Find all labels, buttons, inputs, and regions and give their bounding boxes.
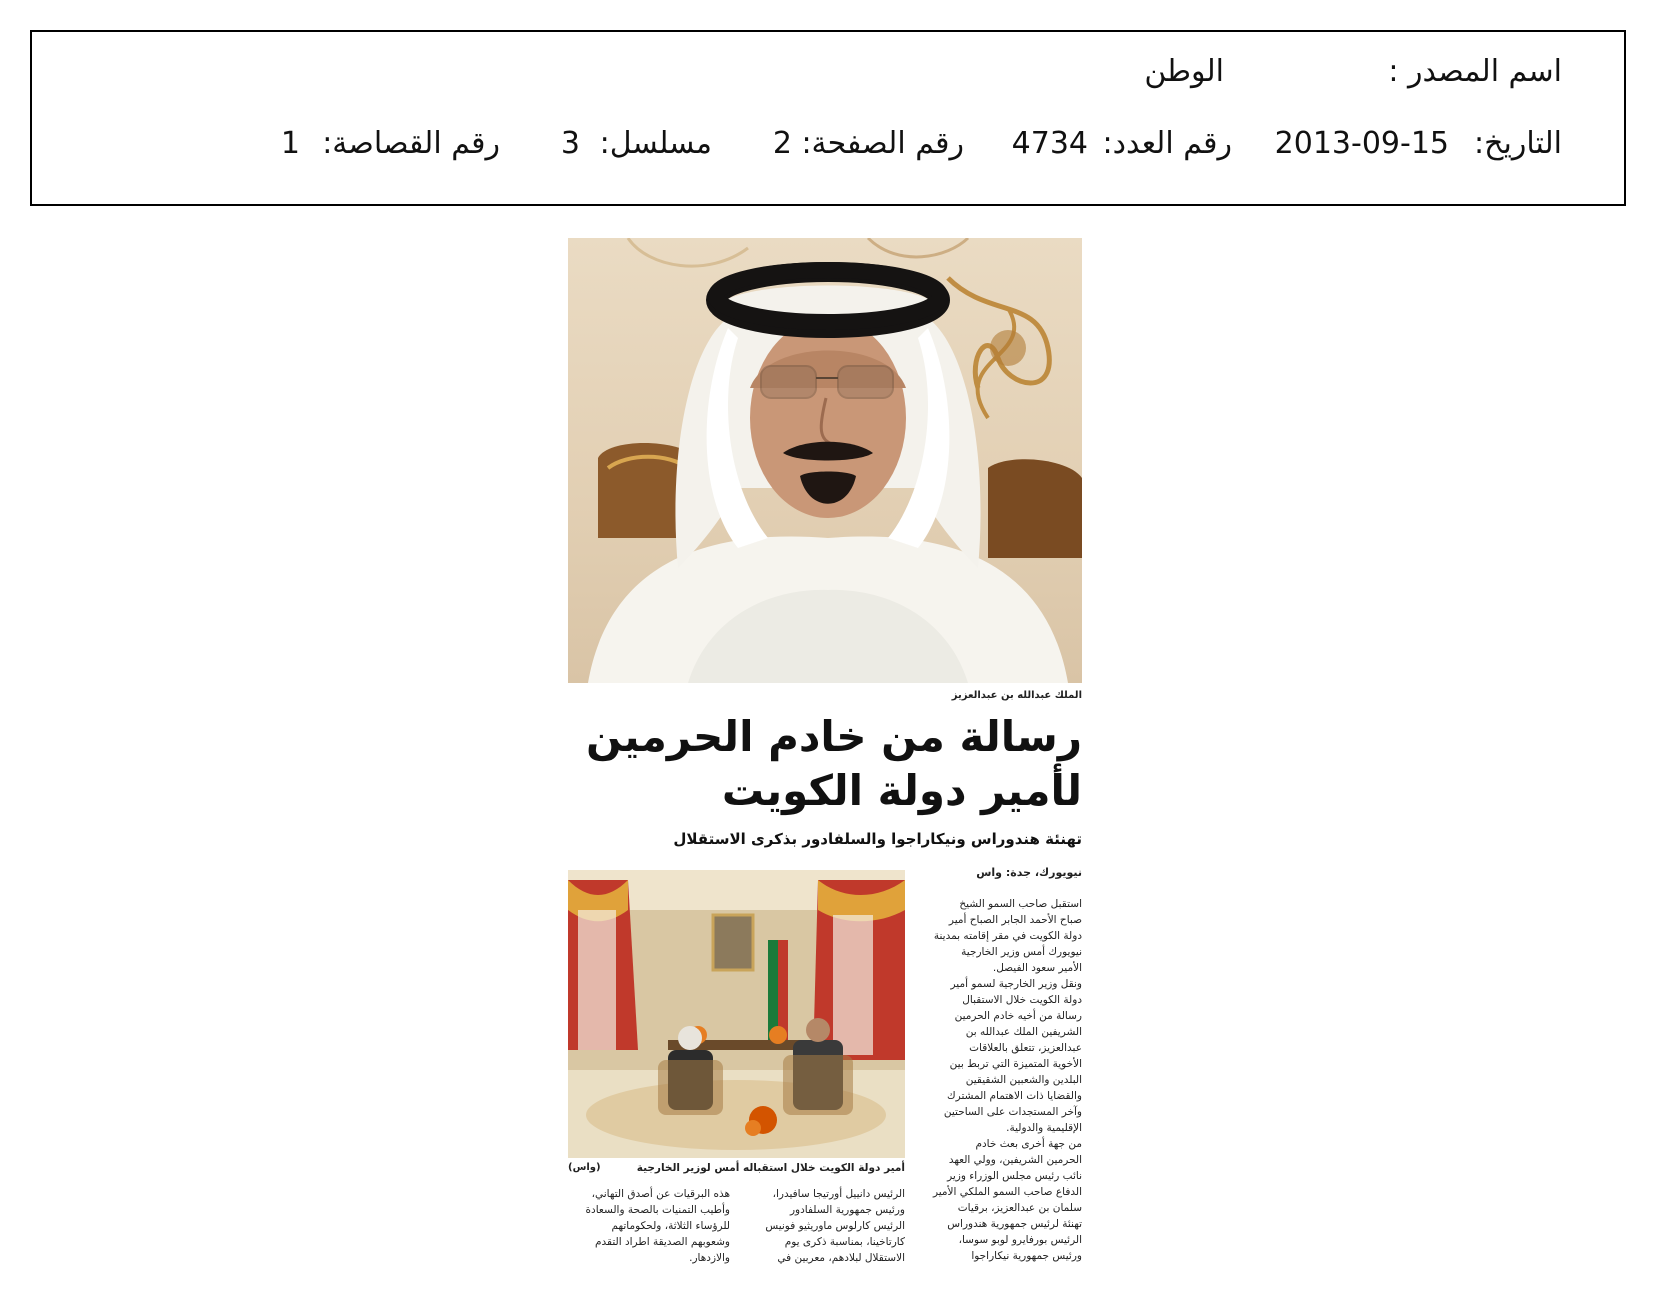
issue-value: 4734 bbox=[1011, 126, 1088, 161]
col1-line: صباح الأحمد الجابر الصباح أمير bbox=[948, 914, 1082, 926]
source-row bbox=[28, 54, 1624, 94]
portrait-illustration bbox=[568, 238, 1082, 683]
dateline: نيويورك، جدة: واس bbox=[976, 866, 1082, 879]
col1-line: وآخر المستجدات على الساحتين bbox=[943, 1106, 1082, 1118]
clip-value: 1 bbox=[280, 126, 300, 161]
meeting-illustration bbox=[568, 870, 905, 1158]
source-label: اسم المصدر : bbox=[1388, 54, 1562, 89]
col1-line: الشريفين الملك عبدالله بن bbox=[965, 1026, 1082, 1038]
source-value: الوطن bbox=[1144, 54, 1224, 89]
photo-credit: (واس) bbox=[568, 1162, 601, 1173]
col1-line: نائب رئيس مجلس الوزراء وزير bbox=[947, 1170, 1082, 1182]
subheadline: تهنئة هندوراس ونيكاراجوا والسلفادور بذكرى الاستقلال bbox=[673, 830, 1082, 848]
serial-label: مسلسل: bbox=[599, 126, 712, 161]
clip-label: رقم القصاصة: bbox=[322, 126, 500, 161]
col3-line: والازدهار. bbox=[689, 1252, 730, 1264]
col1-line: والقضايا ذات الاهتمام المشترك bbox=[947, 1090, 1082, 1102]
serial-value: 3 bbox=[560, 126, 580, 161]
issue-label: رقم العدد: bbox=[1102, 126, 1232, 161]
meeting-room-photo bbox=[568, 870, 905, 1158]
date-value: 2013-09-15 bbox=[1274, 126, 1449, 161]
col1-line: الأمير سعود الفيصل. bbox=[992, 962, 1082, 974]
col1-line: من جهة أخرى بعث خادم bbox=[975, 1138, 1082, 1150]
date-label: التاريخ: bbox=[1474, 126, 1562, 161]
col1-line: الدفاع صاحب السمو الملكي الأمير bbox=[932, 1186, 1082, 1198]
col1-line: نيويورك أمس وزير الخارجية bbox=[961, 946, 1082, 958]
col1-line: رسالة من أخيه خادم الحرمين bbox=[954, 1010, 1082, 1022]
portrait-caption: الملك عبدالله بن عبدالعزيز bbox=[951, 690, 1082, 701]
col3-line: هذه البرقيات عن أصدق التهاني، bbox=[591, 1188, 730, 1200]
col1-line: البلدين والشعبين الشقيقين bbox=[965, 1074, 1082, 1086]
col1-line: الأخوية المتميزة التي تربط بين bbox=[949, 1058, 1082, 1070]
clipping-metadata-box bbox=[30, 30, 1626, 206]
col1-line: سلمان بن عبدالعزيز، برقيات bbox=[957, 1202, 1082, 1214]
col1-line: دولة الكويت خلال الاستقبال bbox=[962, 994, 1082, 1006]
col1-line: الرئيس بورفايرو لوبو سوسا، bbox=[958, 1234, 1082, 1246]
col2-line: الرئيس دانييل أورتيجا سافيدرا، bbox=[772, 1188, 905, 1200]
col1-line: دولة الكويت في مقر إقامته بمدينة bbox=[933, 930, 1082, 942]
article-column-1 bbox=[924, 896, 1082, 1264]
col3-line: وأطيب التمنيات بالصحة والسعادة bbox=[585, 1204, 730, 1216]
col2-line: الاستقلال لبلادهم، معربين في bbox=[777, 1252, 905, 1264]
col2-line: ورئيس جمهورية السلفادور bbox=[789, 1204, 905, 1216]
col2-line: كارتاخينا، بمناسبة ذكرى يوم bbox=[784, 1236, 905, 1248]
meeting-photo-caption: أمير دولة الكويت خلال استقباله أمس لوزير الخارجية bbox=[636, 1162, 905, 1174]
details-row bbox=[28, 126, 1624, 166]
col1-line: ونقل وزير الخارجية لسمو أمير bbox=[950, 978, 1082, 990]
article-column-3 bbox=[568, 1186, 730, 1266]
headline-line-2: لأمير دولة الكويت bbox=[721, 766, 1082, 815]
page-label: رقم الصفحة: bbox=[801, 126, 964, 161]
col1-line: الإقليمية والدولية. bbox=[1006, 1122, 1082, 1134]
col2-line: الرئيس كارلوس ماوريثيو فونيس bbox=[765, 1220, 905, 1232]
col1-line: ورئيس جمهورية نيكاراجوا bbox=[971, 1250, 1082, 1262]
king-portrait-photo bbox=[568, 238, 1082, 683]
col1-line: استقبل صاحب السمو الشيخ bbox=[959, 898, 1082, 910]
headline-line-1: رسالة من خادم الحرمين bbox=[585, 712, 1082, 761]
page-value: 2 bbox=[772, 126, 792, 161]
col3-line: وشعوبهم الصديقة اطراد التقدم bbox=[595, 1236, 730, 1248]
col3-line: للرؤساء الثلاثة، ولحكوماتهم bbox=[611, 1220, 730, 1232]
newspaper-clipping bbox=[568, 238, 1082, 1278]
col1-line: تهنئة لرئيس جمهورية هندوراس bbox=[947, 1218, 1082, 1230]
col1-line: الحرمين الشريفين، وولي العهد bbox=[948, 1154, 1082, 1166]
col1-line: عبدالعزيز، تتعلق بالعلاقات bbox=[969, 1042, 1082, 1054]
article-column-2 bbox=[746, 1186, 905, 1266]
